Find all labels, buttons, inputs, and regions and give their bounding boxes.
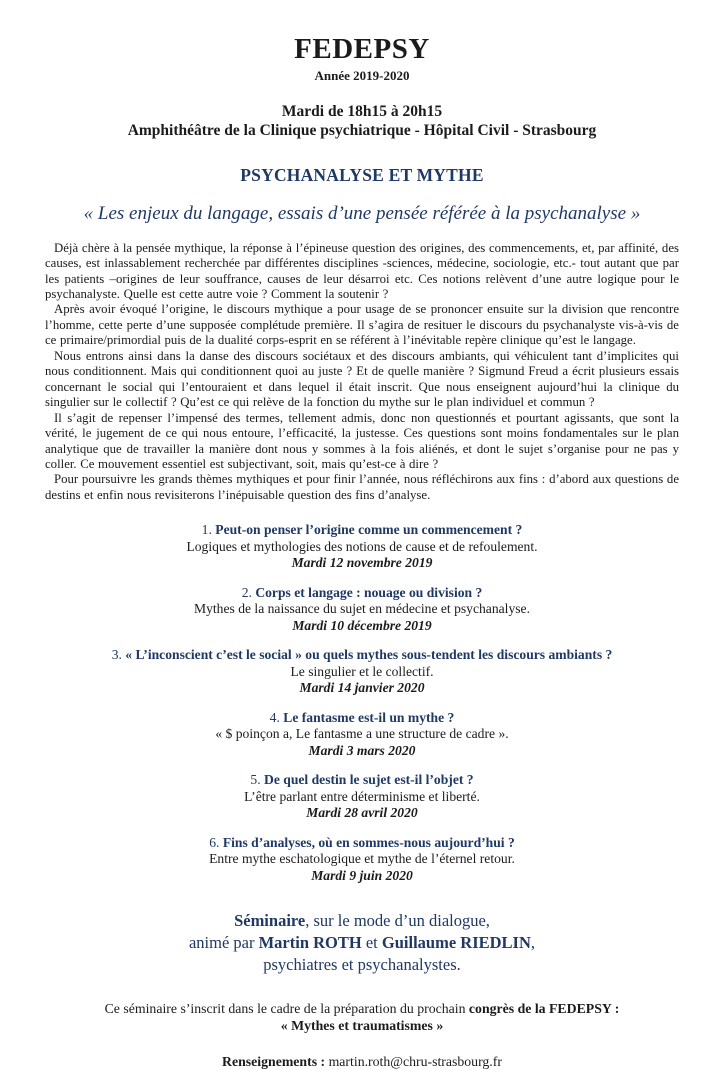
session-title: 4. Le fantasme est-il un mythe ? [269,709,455,725]
seminar-format-block [45,910,679,976]
congress-note [45,1000,679,1034]
paragraph: Nous entrons ainsi dans la danse des discours sociétaux et des discours ambiants, qui véhiculent tant d’implicites qui nous conditionnent. Mais qui conditionnent quoi au juste ? Et de quelle manière ? Sigmund Freud a écrit plusieurs essais concernant le social qui l’entouraient et dans lequel il était inscrit. Que nous enseignent aujourd’hui la clinique du singulier sur le collectif ? Qu’est ce qui relève de la fonction du mythe sur le plan individuel et commun ? [45,348,679,410]
session-number: 5. [250,772,261,788]
session-description: Logiques et mythologies des notions de cause et de refoulement. [186,538,538,554]
session-date: Mardi 28 avril 2020 [306,805,418,821]
paragraph: Pour poursuivre les grands thèmes mythiques et pour finir l’année, nous réfléchirons aux fins : d’abord aux questions de destins et enfin nous revisiterons l’inépuisable question des fins d’analyse. [45,472,679,502]
session-number: 1. [201,522,212,538]
session-date: Mardi 14 janvier 2020 [299,680,425,696]
session-number: 4. [269,709,280,725]
seminar-hosts-line: animé par Martin ROTH et Guillaume RIEDLIN, [188,933,536,953]
session-list [45,522,679,884]
seminar-format-line: Séminaire, sur le mode d’un dialogue, [234,911,490,931]
page-subtitle: « Les enjeux du langage, essais d’une pensée référée à la psychanalyse » [83,202,641,224]
seminar-hosts-role: psychiatres et psychanalystes. [263,955,461,975]
session-item-1 [45,522,679,572]
session-date: Mardi 12 novembre 2019 [291,555,433,571]
org-title: FEDEPSY [294,33,430,65]
session-item-5 [45,772,679,822]
session-date: Mardi 10 décembre 2019 [292,617,432,633]
session-number: 2. [241,584,252,600]
session-title: 1. Peut-on penser l’origine comme un commencement ? [201,522,523,538]
session-item-6 [45,835,679,885]
session-title: 6. Fins d’analyses, où en sommes-nous aujourd’hui ? [209,834,515,850]
congress-line: Ce séminaire s’inscrit dans le cadre de la préparation du prochain congrès de la FEDEPSY : [104,1001,620,1017]
paragraph: Il s’agit de repenser l’impensé des termes, tellement admis, donc non questionnés et pourtant agissants, que sont la vérité, le jugement de ce qui nous entoure, l’efficacité, la justesse. Ces questions sont moins fondamentales sur le plan analytique que de travailler la manière dont nous y sommes à la fois aliénés, et dont le sujet s’organise pour ne pas y coller. Ce mouvement essentiel est subjectivant, soit, mais qu’est-ce à dire ? [45,410,679,471]
session-number: 3. [111,647,122,663]
session-title: 3. « L’inconscient c’est le social » ou quels mythes sous-tendent les discours ambiants ? [111,647,613,663]
introduction-text [45,241,679,504]
session-title: 5. De quel destin le sujet est-il l’objet ? [250,772,474,788]
session-date: Mardi 3 mars 2020 [308,742,416,758]
session-description: Entre mythe eschatologique et mythe de l’éternel retour. [209,851,515,867]
session-description: Le singulier et le collectif. [290,663,434,679]
session-description: Mythes de la naissance du sujet en médecine et psychanalyse. [194,601,530,617]
schedule-block [45,102,679,141]
congress-theme: « Mythes et traumatismes » [280,1018,444,1034]
session-title: 2. Corps et langage : nouage ou division ? [241,584,483,600]
session-description: « $ poinçon a, Le fantasme a une structure de cadre ». [215,726,509,742]
schedule-location: Amphithéâtre de la Clinique psychiatrique - Hôpital Civil - Strasbourg [127,122,597,140]
session-date: Mardi 9 juin 2020 [311,867,413,883]
session-item-4 [45,710,679,760]
schedule-time: Mardi de 18h15 à 20h15 [281,102,443,120]
contact-label: Renseignements : [222,1054,326,1070]
session-number: 6. [209,834,220,850]
contact-email: martin.roth@chru-strasbourg.fr [328,1054,502,1070]
document-header [45,34,679,141]
session-item-3 [45,647,679,697]
paragraph: Déjà chère à la pensée mythique, la réponse à l’épineuse question des origines, des commencements, et, par affinité, des causes, est inlassablement recherchée par différentes disciplines -sciences, médecine, sociologie, etc.- tout autant que par les patients –origines de leur souffrance, causes de leur désarroi etc. Ces notions relèvent d’une autre logique pour le psychanalyste. Quelle est cette autre voie ? Comment la soutenir ? [45,240,679,301]
page-title: PSYCHANALYSE ET MYTHE [240,164,484,185]
paragraph: Après avoir évoqué l’origine, le discours mythique a pour usage de se prononcer ensuite sur la division que rencontre l’homme, cette perte d’une supposée complétude première. Il s’agira de resituer le discours du psychanalyste vis-à-vis de ce primaire/primordial puis de la dualité corps-esprit en se référent à l’inévitable repère clinique qu’est le langage. [45,302,679,348]
session-description: L’être parlant entre déterminisme et liberté. [244,788,480,804]
org-year: Année 2019-2020 [314,67,410,83]
contact-line [45,1054,679,1070]
session-item-2 [45,585,679,635]
